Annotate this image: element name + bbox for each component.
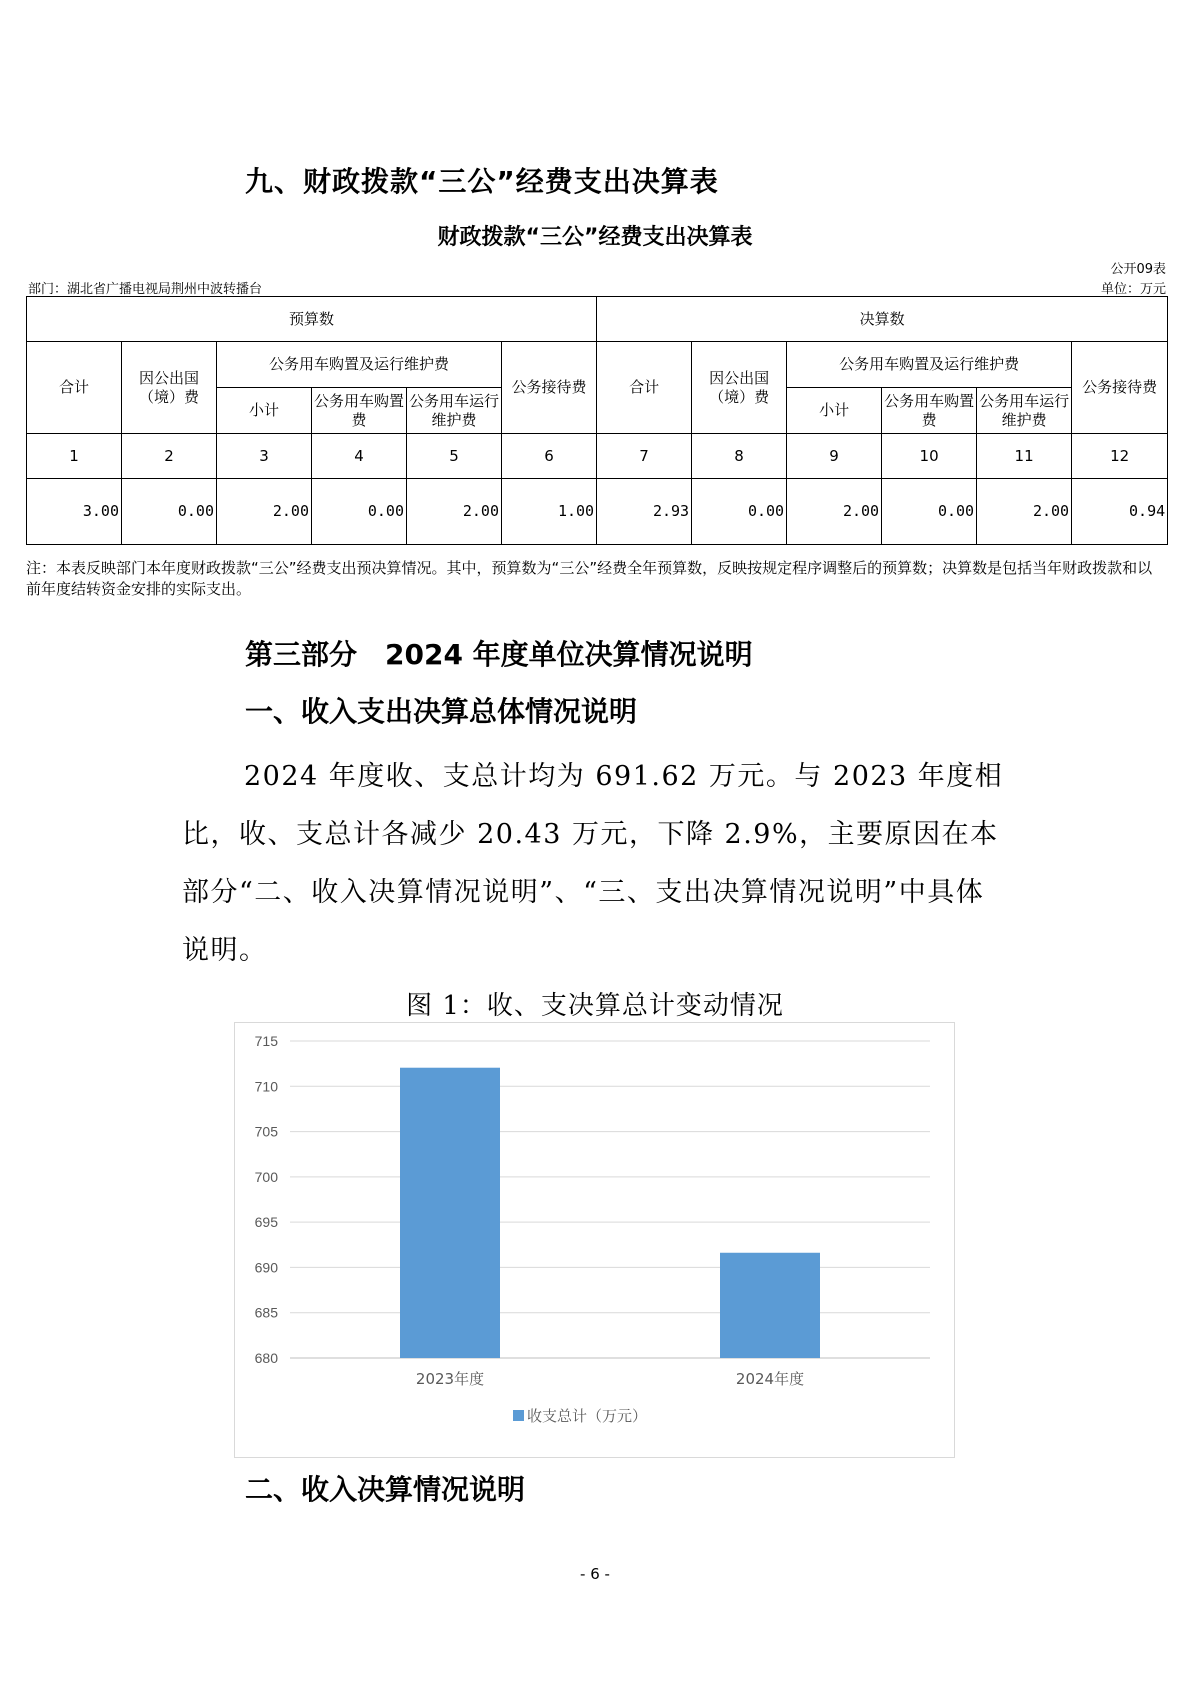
header-abroad: 因公出国（境）费 xyxy=(122,342,217,434)
legend-swatch xyxy=(513,1410,524,1421)
y-tick-label: 710 xyxy=(254,1078,278,1095)
section-3-1-title: 一、收入支出决算总体情况说明 xyxy=(245,695,638,728)
index-cell: 5 xyxy=(407,434,502,479)
y-tick-label: 680 xyxy=(254,1350,278,1366)
page-number: - 6 - xyxy=(580,1565,610,1583)
value-cell: 0.00 xyxy=(122,479,217,545)
index-cell: 3 xyxy=(217,434,312,479)
index-cell: 9 xyxy=(787,434,882,479)
form-code: 公开09表 xyxy=(1110,262,1166,277)
value-cell: 2.00 xyxy=(407,479,502,545)
header-vehicle-purchase: 公务用车购置费 xyxy=(312,388,407,434)
header-subtotal: 小计 xyxy=(217,388,312,434)
y-tick-label: 705 xyxy=(254,1123,278,1140)
figure-caption: 图 1：收、支决算总计变动情况 xyxy=(406,991,784,1021)
bar xyxy=(720,1253,820,1358)
index-cell: 2 xyxy=(122,434,217,479)
table-row-index xyxy=(27,434,1168,479)
value-cell: 3.00 xyxy=(27,479,122,545)
x-tick-label: 2024年度 xyxy=(735,1370,805,1388)
header-abroad: 因公出国（境）费 xyxy=(692,342,787,434)
y-tick-label: 715 xyxy=(254,1033,278,1049)
index-cell: 7 xyxy=(597,434,692,479)
y-tick-label: 685 xyxy=(254,1304,278,1321)
y-tick-label: 700 xyxy=(254,1168,278,1185)
header-total: 合计 xyxy=(597,342,692,434)
table-note: 注：本表反映部门本年度财政拨款“三公”经费支出预决算情况。其中，预算数为“三公”经费全年预算数，反映按规定程序调整后的预算数；决算数是包括当年财政拨款和以前年度结转资金安排的实际支出。 xyxy=(26,559,1153,598)
department-label: 部门：湖北省广播电视局荆州中波转播台 xyxy=(28,282,263,297)
section-3-2-title: 二、收入决算情况说明 xyxy=(245,1473,526,1506)
summary-paragraph: 2024 年度收、支总计均为 691.62 万元。与 2023 年度相比，收、支总计各减少 20.43 万元，下降 2.9%，主要原因在本部分“二、收入决算情况说明”、“三、支出决算情况说明”中具体说明。 xyxy=(182,761,1004,966)
x-tick-label: 2023年度 xyxy=(415,1370,485,1388)
value-cell: 2.00 xyxy=(977,479,1072,545)
three-public-expense-table xyxy=(26,296,1168,545)
table-row-values xyxy=(27,479,1168,545)
y-tick-label: 695 xyxy=(254,1214,278,1231)
y-tick-label: 690 xyxy=(254,1259,278,1276)
bar-chart-frame xyxy=(234,1022,955,1458)
section-3-title: 第三部分 2024 年度单位决算情况说明 xyxy=(245,638,753,671)
header-reception: 公务接待费 xyxy=(502,342,597,434)
index-cell: 12 xyxy=(1072,434,1168,479)
index-cell: 1 xyxy=(27,434,122,479)
value-cell: 0.94 xyxy=(1072,479,1168,545)
header-final: 决算数 xyxy=(597,297,1168,342)
header-subtotal: 小计 xyxy=(787,388,882,434)
value-cell: 2.00 xyxy=(787,479,882,545)
index-cell: 11 xyxy=(977,434,1072,479)
legend-label: 收支总计（万元） xyxy=(527,1407,648,1425)
header-budget: 预算数 xyxy=(27,297,597,342)
unit-label: 单位：万元 xyxy=(1100,282,1166,297)
header-reception: 公务接待费 xyxy=(1072,342,1168,434)
header-vehicle-maintenance: 公务用车运行维护费 xyxy=(977,388,1072,434)
header-vehicle-maintenance: 公务用车运行维护费 xyxy=(407,388,502,434)
value-cell: 1.00 xyxy=(502,479,597,545)
value-cell: 0.00 xyxy=(692,479,787,545)
bar xyxy=(400,1068,500,1358)
index-cell: 10 xyxy=(882,434,977,479)
header-vehicle-purchase: 公务用车购置费 xyxy=(882,388,977,434)
value-cell: 0.00 xyxy=(882,479,977,545)
index-cell: 8 xyxy=(692,434,787,479)
index-cell: 6 xyxy=(502,434,597,479)
header-vehicle-group: 公务用车购置及运行维护费 xyxy=(787,342,1072,388)
bar-chart xyxy=(235,1023,954,1457)
header-total: 合计 xyxy=(27,342,122,434)
value-cell: 2.00 xyxy=(217,479,312,545)
index-cell: 4 xyxy=(312,434,407,479)
table-title: 财政拨款“三公”经费支出决算表 xyxy=(437,225,753,250)
heading-section-9: 九、财政拨款“三公”经费支出决算表 xyxy=(245,165,719,198)
value-cell: 0.00 xyxy=(312,479,407,545)
value-cell: 2.93 xyxy=(597,479,692,545)
header-vehicle-group: 公务用车购置及运行维护费 xyxy=(217,342,502,388)
